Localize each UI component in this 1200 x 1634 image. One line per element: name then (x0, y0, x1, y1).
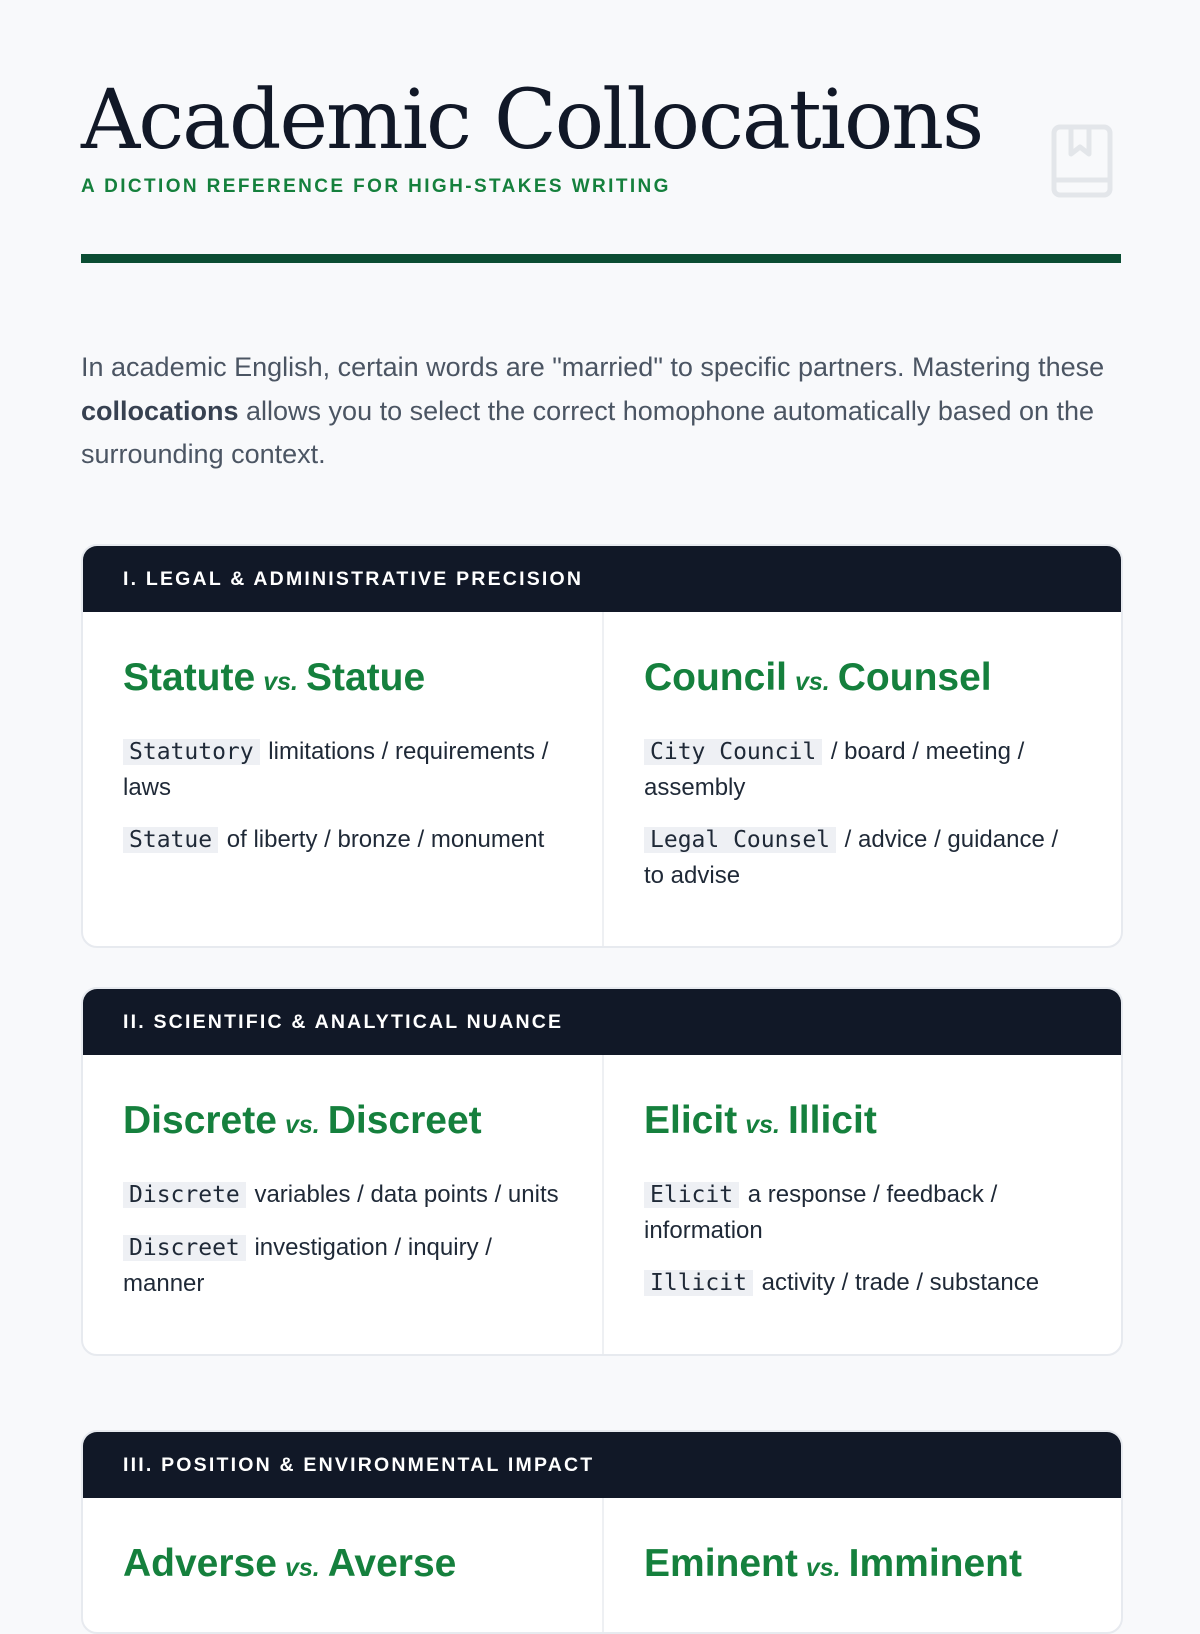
pair-column (602, 612, 1121, 946)
word-1: Statute (123, 656, 256, 699)
collocation-example (644, 734, 1081, 805)
section-header: II. SCIENTIFIC & ANALYTICAL NUANCE (83, 989, 1121, 1055)
section-header: I. LEGAL & ADMINISTRATIVE PRECISION (83, 546, 1121, 612)
collocation-term: Discrete (123, 1182, 246, 1208)
pair-column (602, 1055, 1121, 1354)
vs-label: vs. (745, 1111, 780, 1139)
pair-heading (644, 1538, 1081, 1594)
collocation-text: investigation / inquiry / manner (123, 1234, 492, 1297)
page-subtitle: A DICTION REFERENCE FOR HIGH-STAKES WRITING (81, 176, 671, 197)
vs-label: vs. (284, 1554, 320, 1582)
word-2: Averse (327, 1542, 457, 1585)
word-1: Elicit (644, 1099, 738, 1142)
vs-label: vs. (795, 668, 830, 696)
collocation-example (123, 1177, 562, 1213)
word-2: Discreet (327, 1099, 482, 1142)
pair-heading (123, 1095, 562, 1151)
collocation-example (644, 1265, 1081, 1301)
collocation-term: Elicit (644, 1182, 739, 1208)
collocation-term: Statue (123, 827, 218, 853)
collocation-term: City Council (644, 739, 822, 765)
intro-text-end: allows you to select the correct homophone automatically based on the surrounding context. (81, 395, 1095, 469)
collocation-example (644, 822, 1081, 893)
pair-heading (123, 1538, 562, 1594)
collocation-text: a response / feedback / information (644, 1181, 998, 1244)
section-card-position (81, 1430, 1123, 1634)
word-2: Statue (305, 656, 426, 699)
collocation-example (123, 734, 562, 805)
page-title: Academic Collocations (81, 73, 983, 168)
section-card-legal (81, 544, 1123, 948)
header-rule (81, 254, 1121, 263)
collocation-example (123, 1230, 562, 1301)
section-card-scientific (81, 987, 1123, 1356)
word-2: Illicit (787, 1099, 877, 1142)
collocation-term: Legal Counsel (644, 827, 836, 853)
word-1: Discrete (123, 1099, 277, 1142)
pair-column (83, 1498, 602, 1634)
section-header: III. POSITION & ENVIRONMENTAL IMPACT (83, 1432, 1121, 1498)
collocation-text: limitations / requirements / laws (123, 738, 549, 801)
pair-column (83, 1055, 602, 1354)
collocation-text: activity / trade / substance (754, 1269, 1040, 1296)
book-bookmark-icon (1051, 124, 1113, 198)
word-1: Adverse (123, 1542, 277, 1585)
collocation-term: Illicit (644, 1270, 753, 1296)
word-2: Counsel (837, 656, 992, 699)
pair-heading (123, 652, 562, 708)
collocation-text: of liberty / bronze / monument (220, 826, 545, 853)
pair-heading (644, 1095, 1081, 1151)
collocation-text: / advice / guidance / to advise (644, 826, 1059, 889)
collocation-term: Statutory (123, 739, 260, 765)
word-1: Eminent (644, 1542, 798, 1585)
pair-column (83, 612, 602, 946)
vs-label: vs. (263, 668, 298, 696)
intro-text-start: In academic English, certain words are "married" to specific partners. Mastering these (81, 352, 1105, 382)
collocation-example (644, 1177, 1081, 1248)
pair-heading (644, 652, 1081, 708)
collocation-term: Discreet (123, 1235, 246, 1261)
intro-paragraph (81, 346, 1111, 477)
vs-label: vs. (284, 1111, 320, 1139)
pair-column (602, 1498, 1121, 1634)
intro-bold-term: collocations (81, 395, 239, 426)
collocation-text: / board / meeting / assembly (644, 738, 1025, 801)
collocation-text: variables / data points / units (247, 1181, 559, 1208)
vs-label: vs. (805, 1554, 841, 1582)
word-1: Council (644, 656, 787, 699)
collocation-example (123, 822, 562, 858)
word-2: Imminent (848, 1542, 1022, 1585)
